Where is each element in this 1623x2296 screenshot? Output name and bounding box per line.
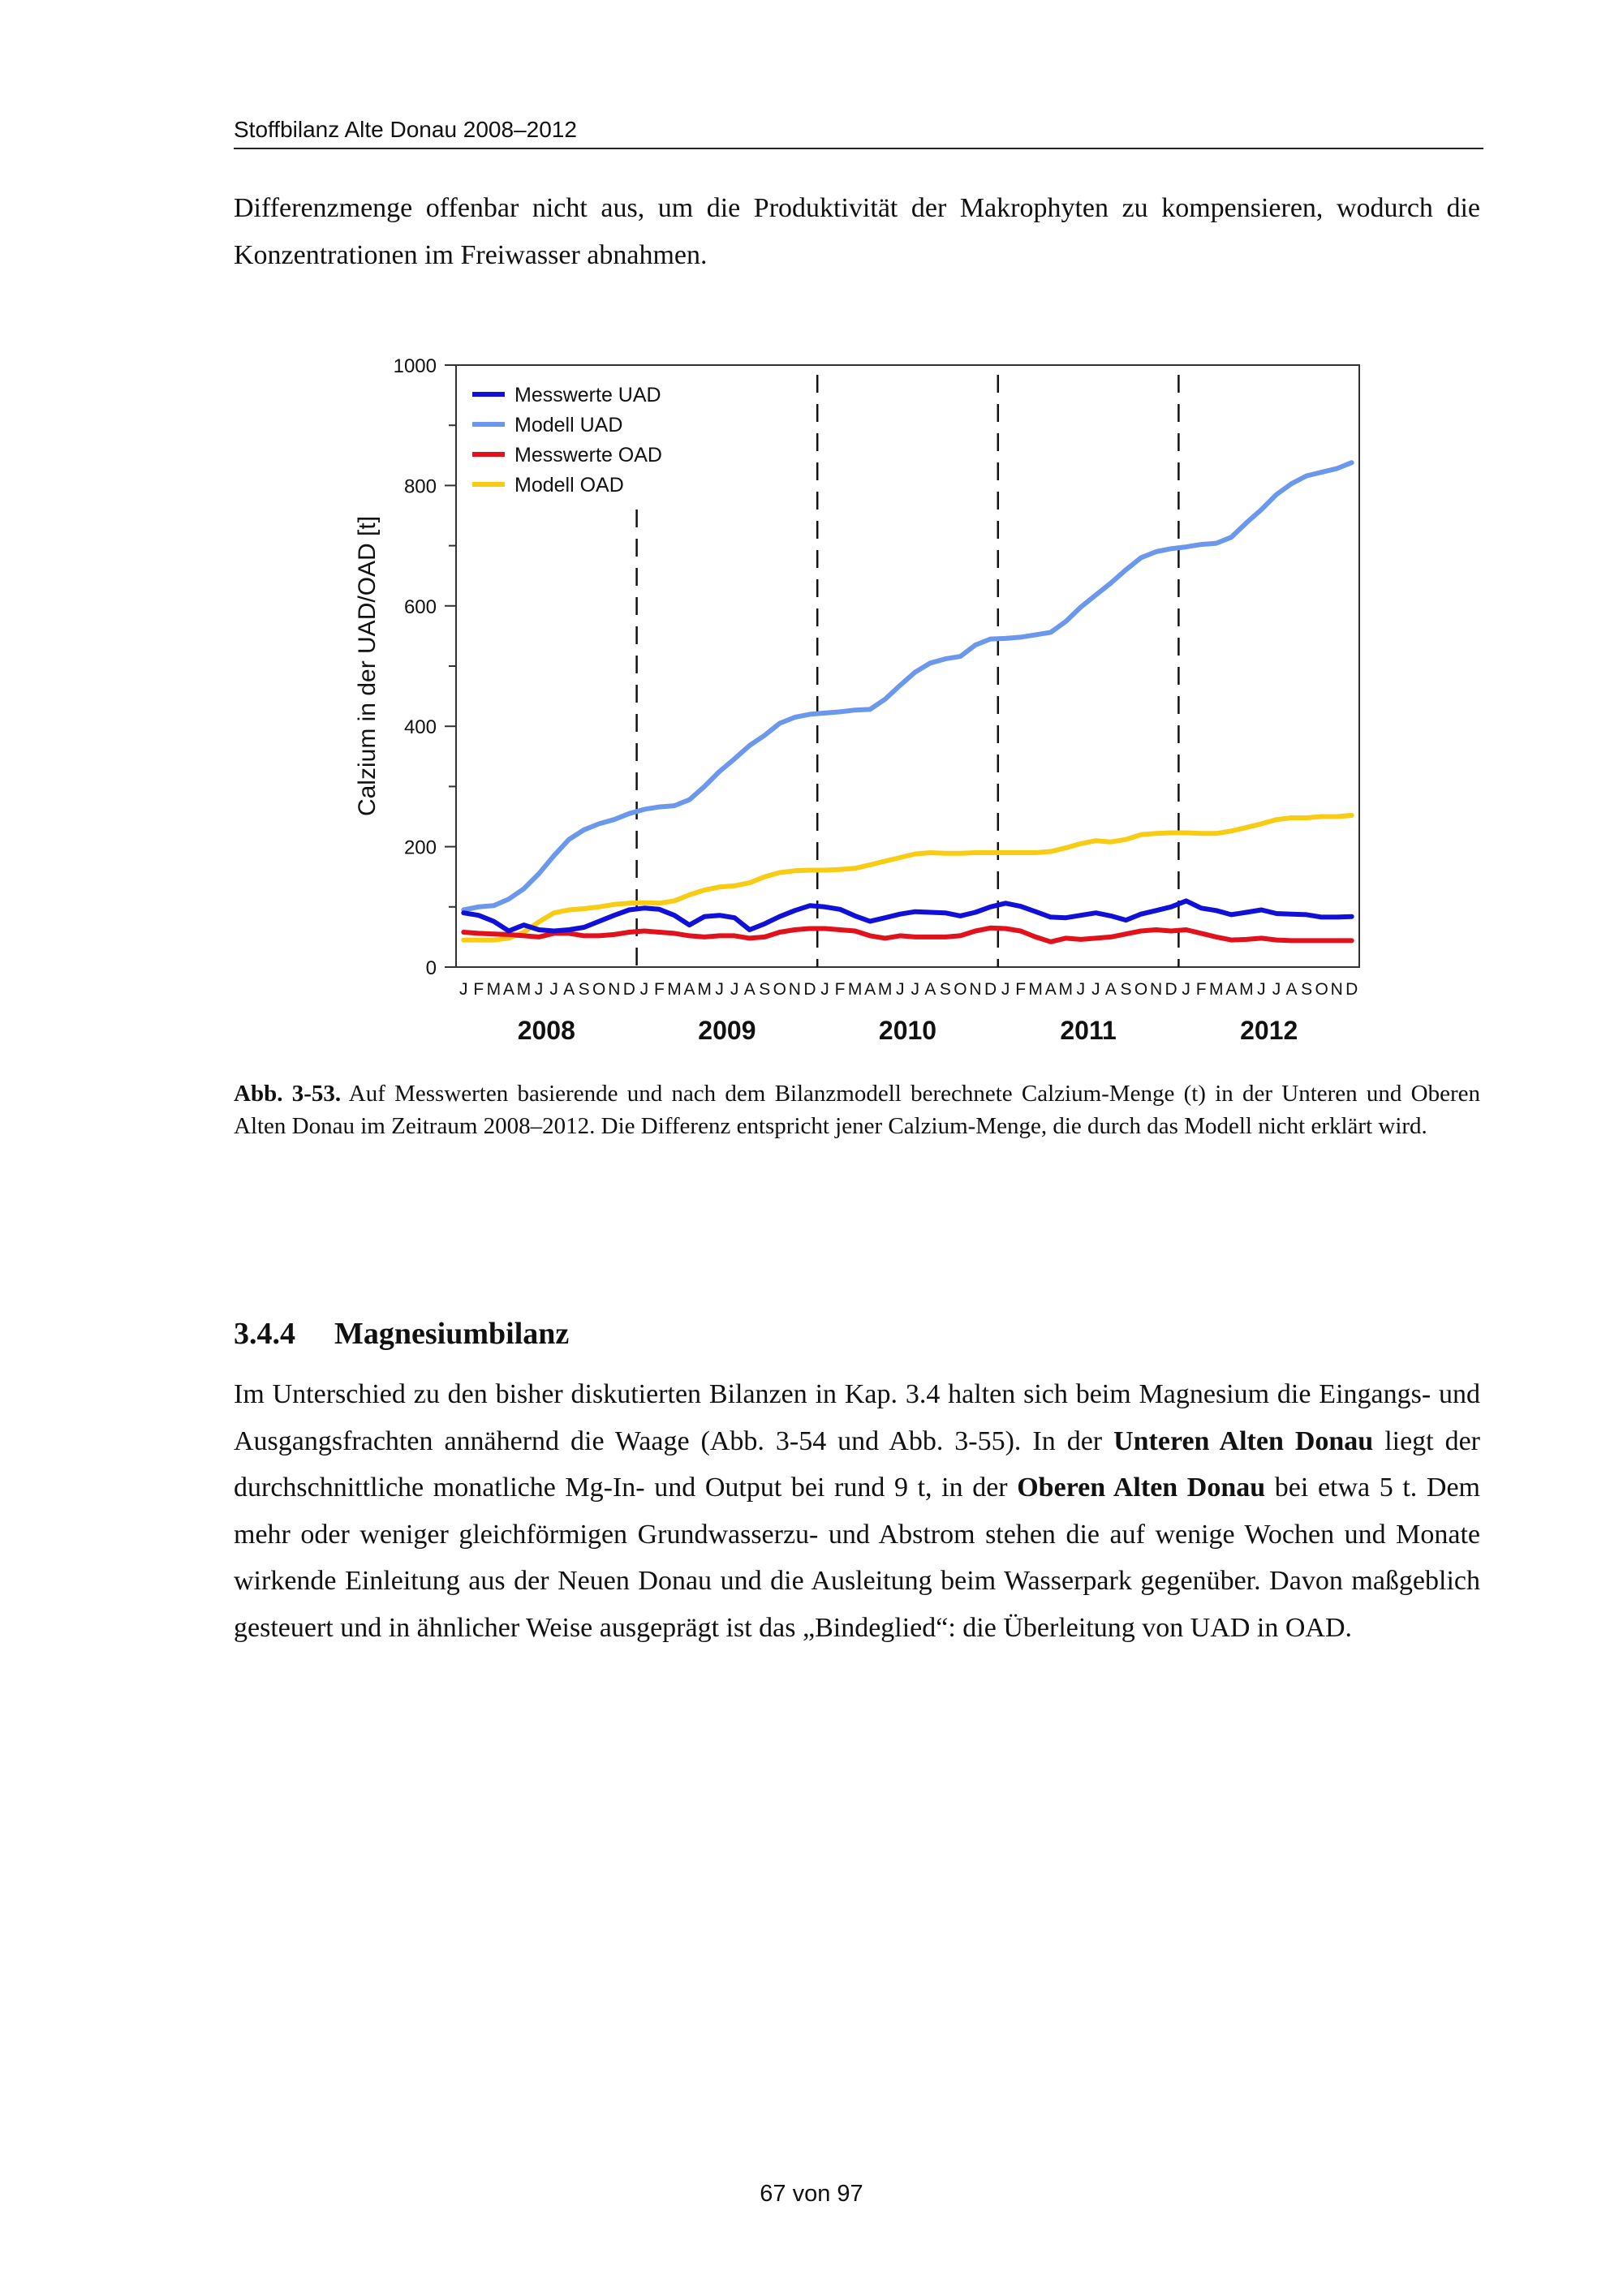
y-tick-label: 0 <box>425 957 437 979</box>
month-tick-label: D <box>622 980 635 999</box>
series-line-modell-uad <box>463 462 1351 909</box>
year-label: 2012 <box>1240 1016 1298 1045</box>
main-paragraph <box>234 1371 1480 1651</box>
month-tick-label: N <box>969 980 982 999</box>
month-tick-label: A <box>1044 980 1057 999</box>
calcium-chart <box>0 0 1623 1071</box>
month-tick-label: M <box>1239 980 1254 999</box>
month-tick-label: A <box>1285 980 1298 999</box>
month-tick-label: S <box>939 980 951 999</box>
month-tick-label: F <box>654 980 665 999</box>
section-heading <box>234 1316 569 1352</box>
caption-text: Auf Messwerten basierende und nach dem Bilanzmodell berechnete Calzium-Menge (t) in der Unteren und Oberen Alten Donau im Zeitraum 2008–2012. Die Differenz entspricht jener Calzium-Menge, die durch das Modell nicht erklärt wird. <box>234 1081 1481 1139</box>
month-tick-label: J <box>459 980 468 999</box>
paragraph-text-2: liegt der durchschnittliche monatliche Mg-In- und Output bei rund 9 t, in der <box>234 1425 1481 1503</box>
month-tick-label: A <box>563 980 575 999</box>
caption-label: Abb. 3-53. <box>234 1081 342 1107</box>
legend-label: Modell OAD <box>514 474 624 497</box>
y-tick-label: 1000 <box>393 355 437 377</box>
month-tick-label: N <box>608 980 621 999</box>
month-tick-label: A <box>924 980 936 999</box>
month-tick-label: J <box>730 980 739 999</box>
month-tick-label: M <box>1058 980 1074 999</box>
paragraph-bold-2: Oberen Alten Donau <box>1017 1473 1266 1503</box>
month-tick-label: J <box>639 980 649 999</box>
figure-caption <box>234 1077 1480 1142</box>
month-tick-label: J <box>895 980 905 999</box>
year-label: 2010 <box>878 1016 937 1045</box>
month-tick-label: F <box>1015 980 1027 999</box>
month-tick-label: O <box>954 980 967 999</box>
y-tick-label: 400 <box>403 716 437 739</box>
month-tick-label: M <box>1209 980 1224 999</box>
month-tick-label: M <box>877 980 893 999</box>
month-tick-label: J <box>1257 980 1266 999</box>
month-tick-label: A <box>1225 980 1238 999</box>
month-tick-label: J <box>549 980 558 999</box>
month-tick-label: F <box>834 980 846 999</box>
month-tick-label: O <box>1134 980 1148 999</box>
year-label: 2011 <box>1060 1016 1117 1045</box>
month-tick-label: A <box>743 980 756 999</box>
month-tick-label: D <box>803 980 816 999</box>
month-tick-label: N <box>788 980 801 999</box>
header-title: Stoffbilanz Alte Donau 2008–2012 <box>234 117 577 142</box>
paragraph-text-3: bei etwa 5 t. Dem mehr oder weniger gleichförmigen Grundwasserzu- und Abstrom stehen die auf wenige Wochen und Monate wirkende Einleitung aus der Neuen Donau und die Ausleitung beim Wasserpark gegenüber. Davon maßgeblich gesteuert und in ähnlicher Weise ausgeprägt ist das „Bindeglied“: die Überleitung von UAD in OAD. <box>234 1473 1480 1643</box>
paragraph-bold-1: Unteren Alten Donau <box>1113 1425 1374 1456</box>
month-tick-label: D <box>1165 980 1177 999</box>
month-tick-label: A <box>1104 980 1117 999</box>
month-tick-label: J <box>1076 980 1086 999</box>
month-tick-label: J <box>1272 980 1281 999</box>
month-tick-label: O <box>592 980 606 999</box>
month-tick-label: S <box>1301 980 1313 999</box>
month-tick-label: J <box>911 980 920 999</box>
month-tick-label: J <box>534 980 544 999</box>
legend-label: Messwerte UAD <box>514 384 661 406</box>
legend-label: Messwerte OAD <box>514 444 662 467</box>
month-tick-label: O <box>773 980 786 999</box>
month-tick-label: A <box>502 980 514 999</box>
month-tick-label: D <box>984 980 997 999</box>
month-tick-label: N <box>1330 980 1343 999</box>
month-tick-label: M <box>516 980 532 999</box>
month-tick-label: F <box>473 980 484 999</box>
month-tick-label: A <box>683 980 695 999</box>
month-tick-label: M <box>667 980 682 999</box>
month-tick-label: M <box>1028 980 1043 999</box>
y-axis-label: Calzium in der UAD/OAD [t] <box>354 515 381 817</box>
y-tick-label: 800 <box>403 475 437 498</box>
y-tick-label: 600 <box>403 595 437 618</box>
month-tick-label: S <box>1120 980 1132 999</box>
year-label: 2008 <box>517 1016 575 1045</box>
page-number: 67 von 97 <box>760 2181 863 2207</box>
month-tick-label: M <box>847 980 863 999</box>
section-number: 3.4.4 <box>234 1317 295 1351</box>
month-tick-label: F <box>1195 980 1207 999</box>
legend-label: Modell UAD <box>514 414 623 436</box>
month-tick-label: J <box>1001 980 1010 999</box>
year-label: 2009 <box>698 1016 756 1045</box>
month-tick-label: S <box>759 980 771 999</box>
month-tick-label: J <box>1091 980 1100 999</box>
paragraph-text-1: Im Unterschied zu den bisher diskutierten Bilanzen in Kap. 3.4 halten sich beim Magnesium die Eingangs- und Ausgangsfrachten annähernd die Waage (Abb. 3-54 und Abb. 3-55). In der <box>234 1379 1480 1456</box>
page-footer <box>0 2181 1623 2208</box>
series-line-messwerte-oad <box>463 928 1351 942</box>
month-tick-label: S <box>578 980 590 999</box>
month-tick-label: J <box>1182 980 1190 999</box>
month-tick-label: J <box>715 980 724 999</box>
month-tick-label: M <box>697 980 712 999</box>
month-tick-label: D <box>1345 980 1358 999</box>
month-tick-label: J <box>820 980 829 999</box>
month-tick-label: N <box>1149 980 1163 999</box>
intro-text: Differenzmenge offenbar nicht aus, um die Produktivität der Makrophyten zu kompensieren, wodurch die Konzentrationen im Freiwasser abnahmen. <box>234 193 1480 270</box>
section-title: Magnesiumbilanz <box>334 1317 570 1351</box>
month-tick-label: O <box>1315 980 1328 999</box>
y-tick-label: 200 <box>403 836 437 859</box>
month-tick-label: M <box>486 980 502 999</box>
month-tick-label: A <box>864 980 876 999</box>
